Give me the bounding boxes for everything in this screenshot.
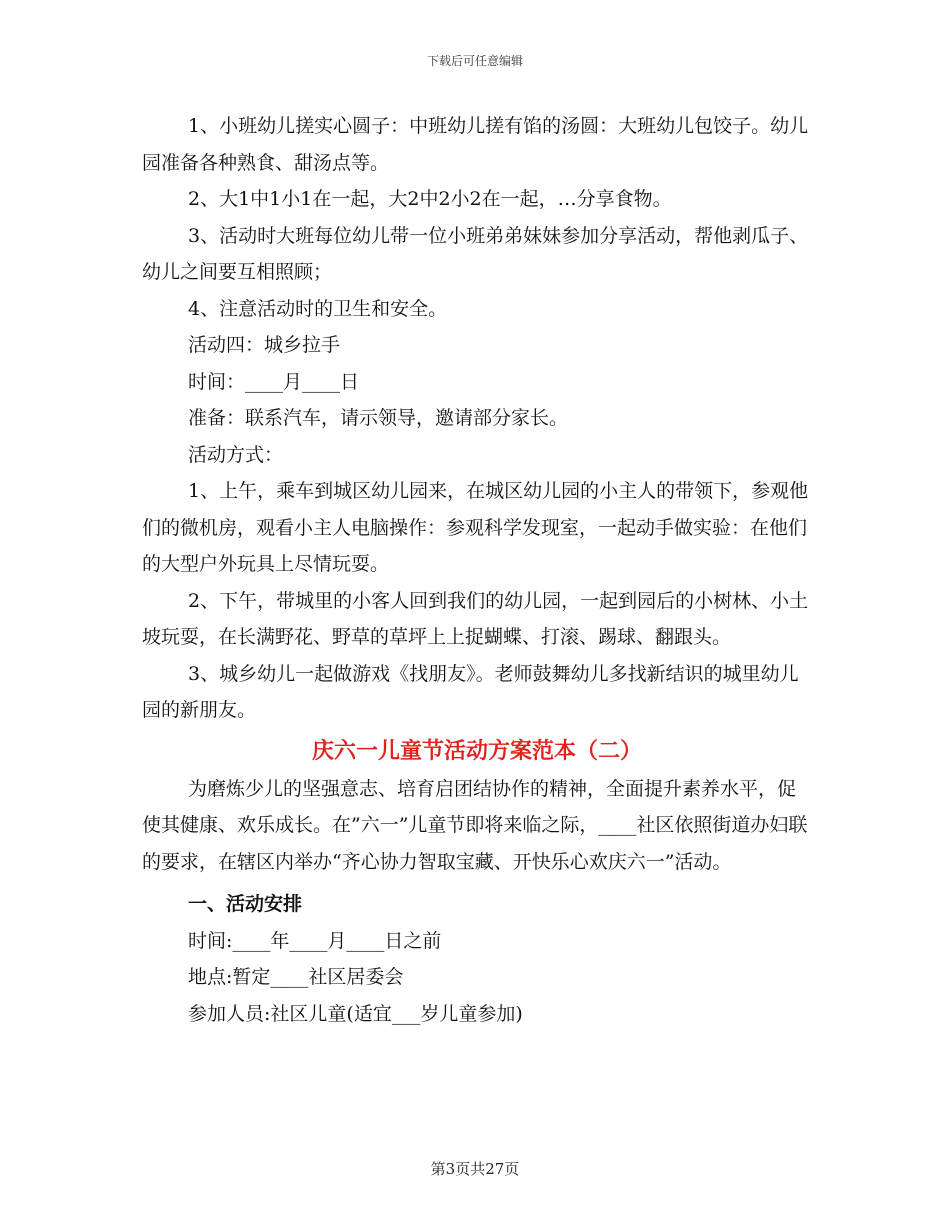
detail-time: 时间:____年____月____日之前 [188, 929, 442, 952]
method-item-1: 1、上午，乘车到城区幼儿园来，在城区幼儿园的小主人的带领下，参观他们的微机房，观看小主人电脑操作：参观科学发现室，一起动手做实验：在他们的大型户外玩具上尽情玩耍。 [142, 480, 809, 575]
detail-participants: 参加人员:社区儿童(适宜___岁儿童参加) [188, 1002, 523, 1025]
activity-four-heading: 活动四：城乡拉手 [188, 334, 341, 356]
page-header: 下载后可任意编辑 [426, 54, 523, 68]
section-heading-arrangement: 一、活动安排 [188, 893, 303, 915]
method-item-2: 2、下午，带城里的小客人回到我们的幼儿园，一起到园后的小树林、小土坡玩耍，在长满野花、野草的草坪上上捉蝴蝶、打滚、踢球、翻跟头。 [142, 589, 809, 648]
page-footer: 第3页共27页 [430, 1160, 520, 1178]
paragraph-item-3: 3、活动时大班每位幼儿带一位小班弟弟妹妹参加分享活动，帮他剥瓜子、幼儿之间要互相照顾； [142, 224, 809, 283]
paragraph-item-2: 2、大1中1小1在一起，大2中2小2在一起，…分享食物。 [188, 188, 672, 210]
intro-paragraph: 为磨炼少儿的坚强意志、培育启团结协作的精神，全面提升素养水平，促使其健康、欢乐成长。在”六一”儿童节即将来临之际，____社区依照街道办妇联的要求，在辖区内举办“齐心协力智取宝藏、开快乐心欢庆六一”活动。 [142, 777, 808, 873]
activity-method-label: 活动方式： [188, 443, 284, 466]
document-body [142, 108, 812, 1032]
activity-time: 时间：____月____日 [188, 370, 360, 393]
paragraph-item-1: 1、小班幼儿搓实心圆子：中班幼儿搓有馅的汤圆：大班幼儿包饺子。幼儿园准备各种熟食、甜汤点等。 [142, 115, 809, 174]
activity-preparation: 准备：联系汽车，请示领导，邀请部分家长。 [188, 407, 569, 429]
paragraph-item-4: 4、注意活动时的卫生和安全。 [188, 297, 448, 320]
detail-location: 地点:暂定____社区居委会 [188, 966, 404, 988]
method-item-3: 3、城乡幼儿一起做游戏《找朋友》。老师鼓舞幼儿多找新结识的城里幼儿园的新朋友。 [142, 662, 799, 721]
section-title: 庆六一儿童节活动方案范本（二） [311, 737, 642, 764]
